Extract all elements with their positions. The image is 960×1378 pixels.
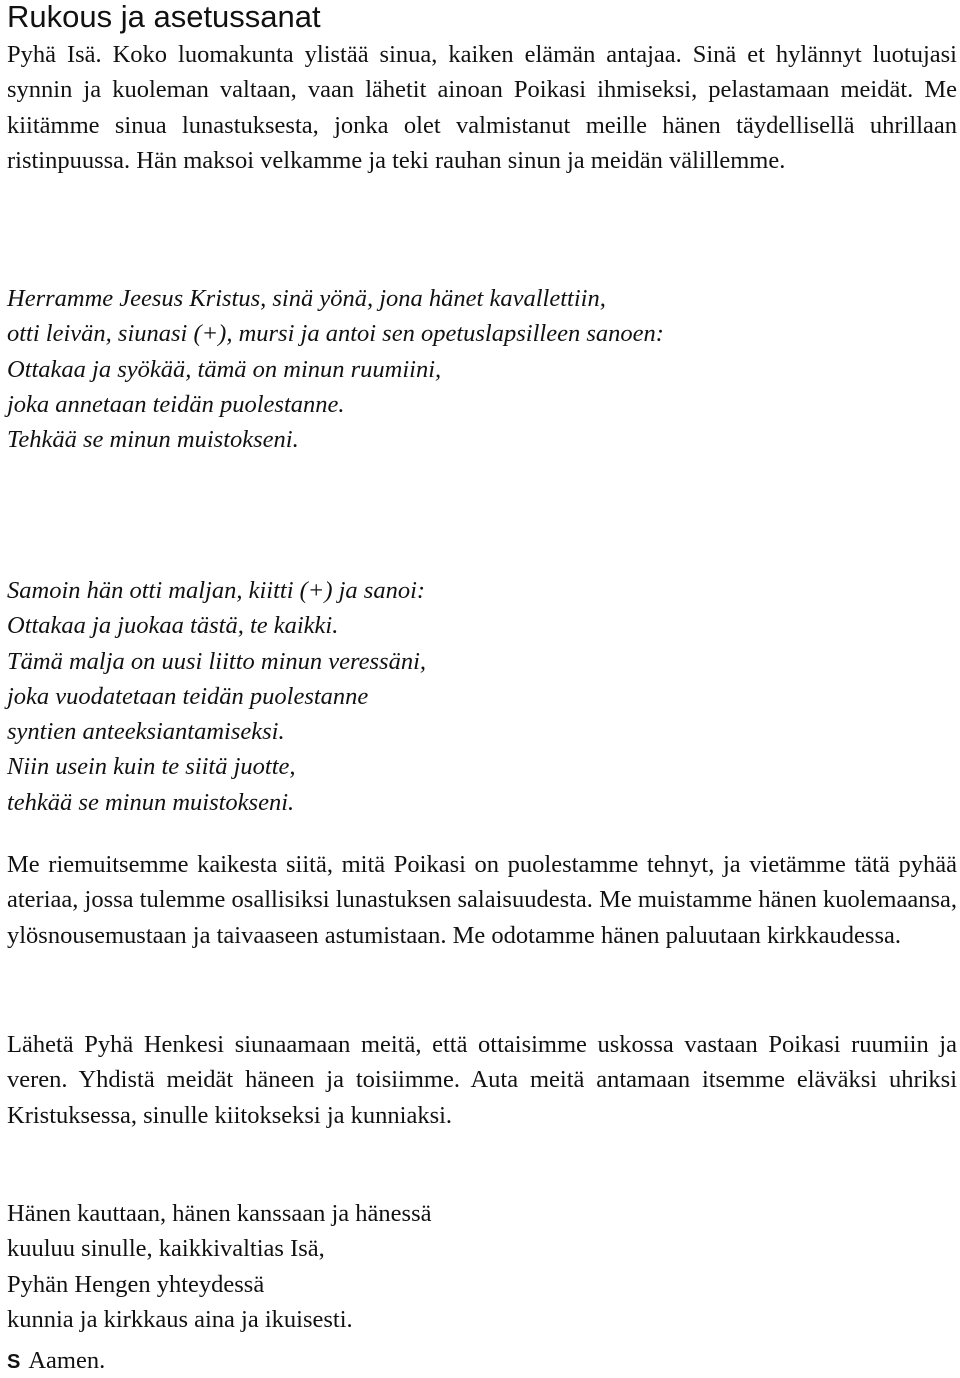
doxology xyxy=(7,1196,432,1337)
bread-line: Ottakaa ja syökää, tämä on minun ruumiini, xyxy=(7,355,442,383)
cup-line: Ottakaa ja juokaa tästä, te kaikki. xyxy=(7,612,339,640)
cup-line: Samoin hän otti maljan, kiitti (+) ja sanoi: xyxy=(7,577,426,604)
doxology-line: Pyhän Hengen yhteydessä xyxy=(7,1270,265,1298)
doxology-line: kunnia ja kirkkaus aina ja ikuisesti. xyxy=(7,1305,353,1333)
cup-line: tehkää se minun muistokseni. xyxy=(7,788,295,816)
spirit-paragraph: Lähetä Pyhä Henkesi siunaamaan meitä, että ottaisimme uskossa vastaan Poikasi ruumiin ja veren. Yhdistä meidät häneen ja toisiimme. Auta meitä antamaan itsemme eläväksi uhriksi Kristuksessa, sinulle kiitokseksi ja kunniaksi. xyxy=(7,1031,957,1129)
cup-words xyxy=(7,573,426,820)
congregation-response xyxy=(7,1345,105,1378)
bread-line: Tehkää se minun muistokseni. xyxy=(7,426,299,454)
bread-line: joka annetaan teidän puolestanne. xyxy=(7,390,345,418)
doxology-line: kuuluu sinulle, kaikkivaltias Isä, xyxy=(7,1235,325,1263)
response-marker: S xyxy=(7,1351,21,1373)
page-title: Rukous ja asetussanat xyxy=(7,0,321,34)
intro-paragraph: Pyhä Isä. Koko luomakunta ylistää sinua, kaiken elämän antajaa. Sinä et hylännyt luotujasi synnin ja kuoleman valtaan, vaan lähetit ainoan Poikasi ihmiseksi, pelastamaan meidät. Me kiitämme sinua lunastuksesta, jonka olet valmistanut meille hänen täydellisellä uhrillaan ristinpuussa. Hän maksoi velkamme ja teki rauhan sinun ja meidän välillemme. xyxy=(7,41,957,174)
doxology-line: Hänen kauttaan, hänen kanssaan ja hänessä xyxy=(7,1200,432,1227)
cup-line: Tämä malja on uusi liitto minun veressäni, xyxy=(7,647,427,675)
response-text: Aamen. xyxy=(28,1347,106,1374)
rejoice-paragraph: Me riemuitsemme kaikesta siitä, mitä Poikasi on puolestamme tehnyt, ja vietämme tätä pyhää ateriaa, jossa tulemme osallisiksi lunastuksen salaisuudesta. Me muistamme hänen kuolemaansa, ylösnousemustaan ja taivaaseen astumistaan. Me odotamme hänen paluutaan kirkkaudessa. xyxy=(7,851,957,949)
bread-line: Herramme Jeesus Kristus, sinä yönä, jona hänet kavallettiin, xyxy=(7,285,606,312)
bread-words xyxy=(7,281,664,457)
cup-line: Niin usein kuin te siitä juotte, xyxy=(7,753,296,781)
bread-line: otti leivän, siunasi (+), mursi ja antoi sen opetuslapsilleen sanoen: xyxy=(7,320,664,348)
cup-line: joka vuodatetaan teidän puolestanne xyxy=(7,682,369,710)
cup-line: syntien anteeksiantamiseksi. xyxy=(7,718,285,746)
